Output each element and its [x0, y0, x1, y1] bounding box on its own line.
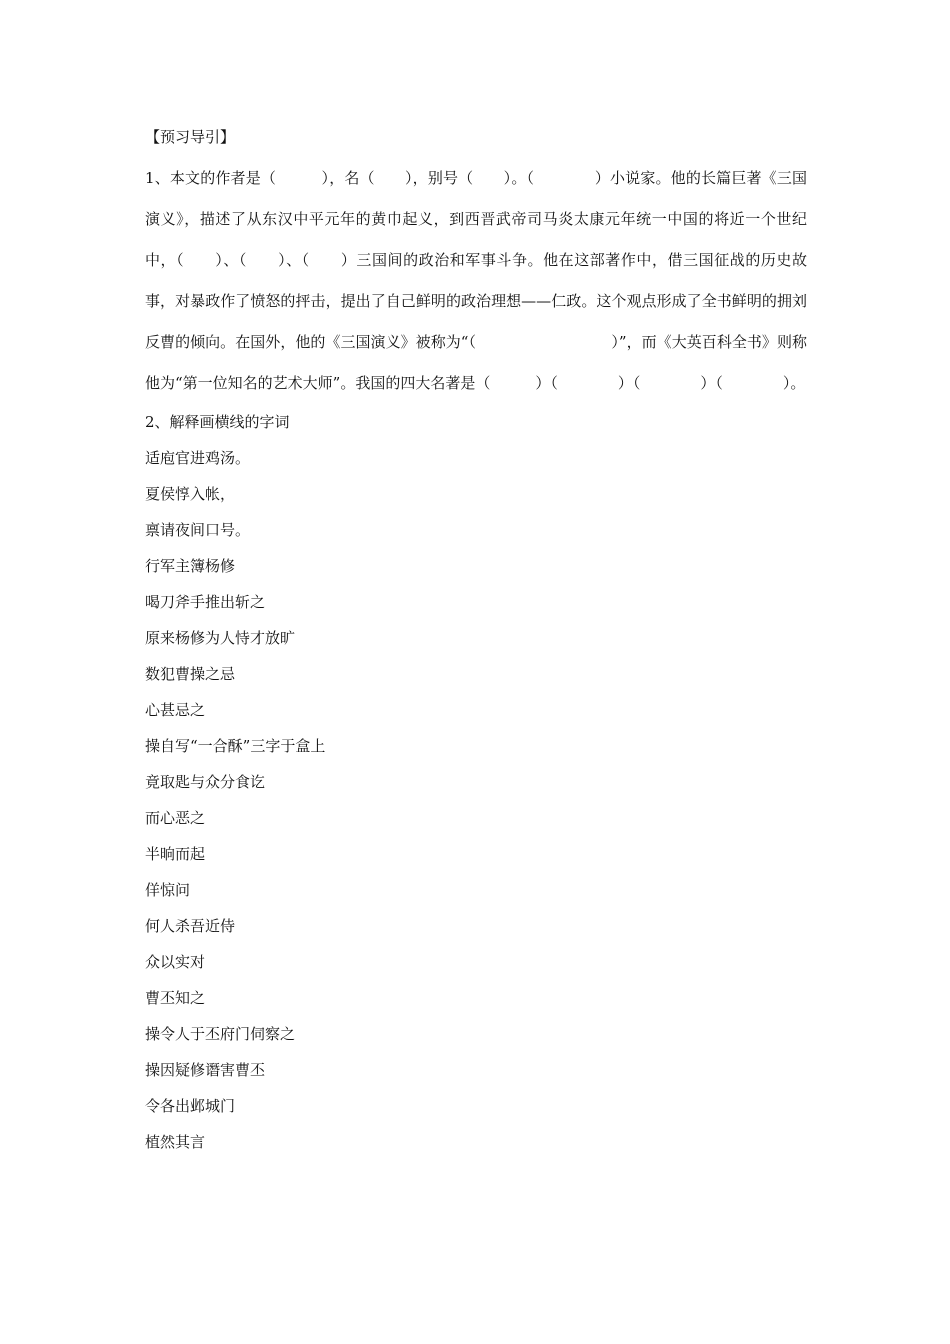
list-item: 行军主簿杨修 [145, 557, 236, 575]
document-page [145, 122, 807, 1160]
list-item: 植然其言 [145, 1133, 206, 1151]
question-2-list [145, 440, 807, 1160]
list-item: 竟取匙与众分食讫 [145, 773, 266, 791]
list-item: 数犯曹操之忌 [145, 665, 236, 683]
list-item: 操因疑修谮害曹丕 [145, 1061, 266, 1079]
list-item: 佯惊问 [145, 881, 191, 899]
list-item: 半晌而起 [145, 845, 206, 863]
list-item: 喝刀斧手推出斩之 [145, 593, 266, 611]
list-item: 令各出邺城门 [145, 1097, 236, 1115]
list-item: 禀请夜间口号。 [145, 521, 251, 539]
list-item: 适庖官进鸡汤。 [145, 449, 251, 467]
list-item: 众以实对 [145, 953, 206, 971]
list-item: 何人杀吾近侍 [145, 917, 236, 935]
list-item: 心甚忌之 [145, 701, 206, 719]
list-item: 操令人于丕府门伺察之 [145, 1025, 296, 1043]
question-1-paragraph: 1、本文的作者是（ ），名（ ），别号（ ）。（ ）小说家。他的长篇巨著《三国演义》，描述了从东汉中平元年的黄巾起义，到西晋武帝司马炎太康元年统一中国的将近一个世纪中，（ ）、（ ）、（ ）三国间的政治和军事斗争。他在这部著作中，借三国征战的历史故事，对暴政作了愤怒的抨击，提出了自己鲜明的政治理想——仁政。这个观点形成了全书鲜明的拥刘反曹的倾向。在国外，他的《三国演义》被称为“（ ）”，而《大英百科全书》则称他为“第一位知名的艺术大师”。我国的四大名著是（ ）（ ）（ ）（ ）。 [145, 169, 807, 392]
list-item: 曹丕知之 [145, 989, 206, 1007]
list-item: 操自写“一合酥”三字于盒上 [145, 737, 326, 755]
list-item: 夏侯惇入帐， [145, 485, 236, 503]
list-item: 而心恶之 [145, 809, 206, 827]
list-item: 原来杨修为人恃才放旷 [145, 629, 296, 647]
section-heading: 【预习导引】 [145, 128, 236, 146]
question-2-heading: 2、解释画横线的字词 [145, 413, 290, 431]
